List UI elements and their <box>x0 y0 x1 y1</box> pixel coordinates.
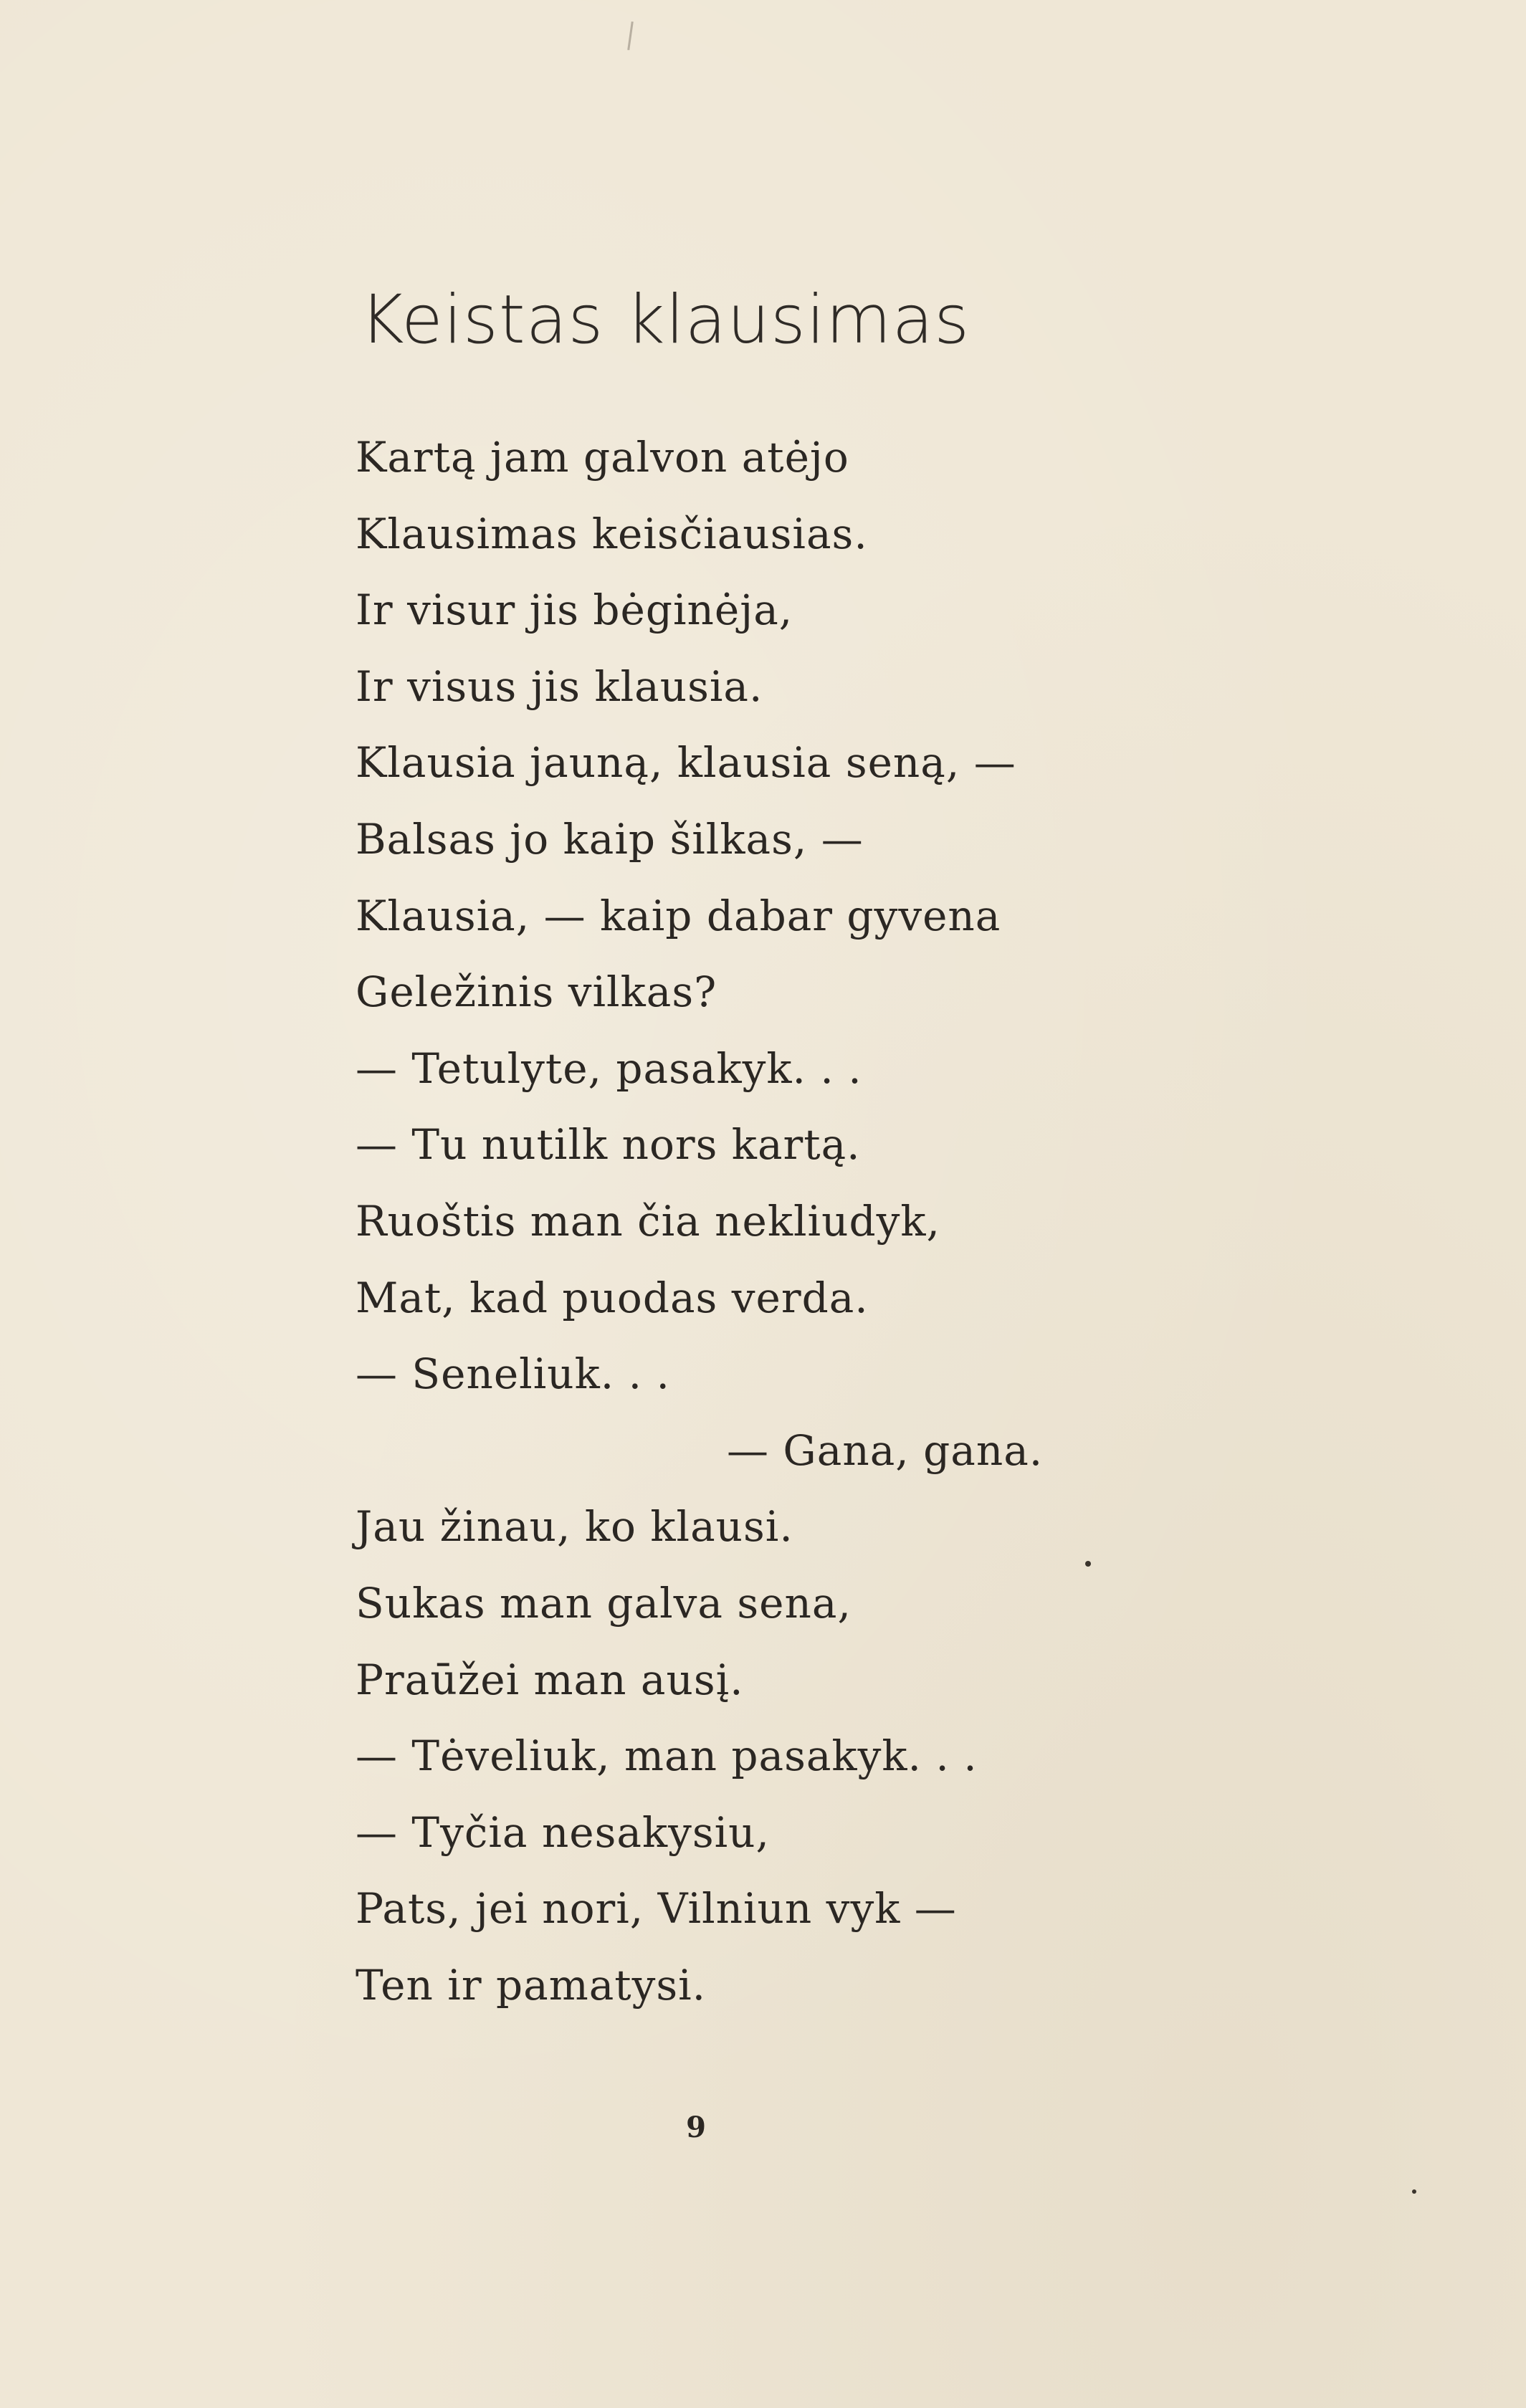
poem-line: Ir visus jis klausia. <box>356 661 763 711</box>
poem-line: Pats, jei nori, Vilniun vyk — <box>356 1884 957 1934</box>
poem-line: Klausimas keisčiausias. <box>356 509 868 558</box>
poem-line: — Seneliuk. . . <box>356 1349 670 1399</box>
poem-line: Geležinis vilkas? <box>356 968 717 1017</box>
paper-speck <box>1085 1561 1091 1567</box>
poem-line: — Gana, gana. <box>727 1425 1044 1475</box>
poem-line: Jau žinau, ko klausi. <box>356 1502 793 1552</box>
page-number: 9 <box>686 2111 706 2144</box>
poem-line: Klausia jauną, klausia seną, — <box>356 738 1016 788</box>
poem-body <box>356 419 1072 2023</box>
poem-line: Mat, kad puodas verda. <box>356 1273 869 1322</box>
poem-line: — Tyčia nesakysiu, <box>356 1807 770 1857</box>
poem-line: Ir visur jis bėginėja, <box>356 586 793 635</box>
scan-mark <box>627 22 634 50</box>
poem-line: Ten ir pamatysi. <box>356 1960 707 2010</box>
poem-line: — Tėveliuk, man pasakyk. . . <box>356 1731 978 1781</box>
poem-line: Sukas man galva sena, <box>356 1578 852 1628</box>
poem-line: — Tetulyte, pasakyk. . . <box>356 1043 862 1093</box>
poem-line: Ruoštis man čia nekliudyk, <box>356 1196 940 1246</box>
poem-line: — Tu nutilk nors kartą. <box>356 1120 861 1170</box>
paper-speck <box>1412 2189 1416 2194</box>
poem-title: Keistas klausimas <box>360 281 971 359</box>
poem-line: Balsas jo kaip šilkas, — <box>356 814 864 864</box>
poem-line: Praūžei man ausį. <box>356 1655 744 1704</box>
poem-line: Klausia, — kaip dabar gyvena <box>356 891 1001 940</box>
poem-line: Kartą jam galvon atėjo <box>356 433 849 482</box>
